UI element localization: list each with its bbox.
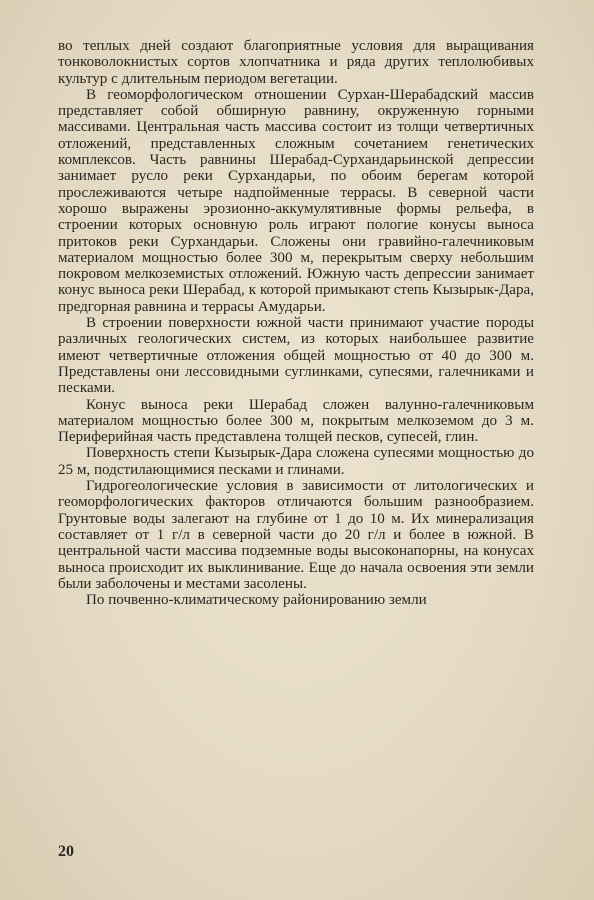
paragraph-5: Поверхность степи Кызырык-Дара сложена супесями мощностью до 25 м, подстилающимися песками и глинами. xyxy=(58,445,534,478)
paragraph-7: По почвенно-климатическому районированию земли xyxy=(86,592,427,609)
paragraph-3: В строении поверхности южной части принимают участие породы различных геологических систем, из которых наибольшее развитие имеют четвертичные отложения общей мощностью от 40 до 300 м. Представлены они лессовидными суглинками, супесями, галечниками и песками. xyxy=(58,315,534,397)
paragraph-1: во теплых дней создают благоприятные условия для выращивания тонковолокнистых сортов хлопчатника и ряда других теплолюбивых культур с длительным периодом вегетации. xyxy=(58,38,534,87)
body-text xyxy=(58,38,534,608)
paragraph-6: Гидрогеологические условия в зависимости от литологических и геоморфологических факторов отличаются большим разнообразием. Грунтовые воды залегают на глубине от 1 до 10 м. Их минерализация составляет от 1 г/л в северной части до 20 г/л и более в южной. В центральной части массива подземные воды высоконапорны, на конусах выноса происходит их выклинивание. Еще до начала освоения эти земли были заболочены и местами засолены. xyxy=(58,478,534,592)
paragraph-2: В геоморфологическом отношении Сурхан-Шерабадский массив представляет собой обширную равнину, окруженную горными массивами. Центральная часть массива состоит из толщи четвертичных отложений, представленных сложным сочетанием генетических комплексов. Часть равнины Шерабад-Сурхандарьинской депрессии занимает русло реки Сурхандарьи, по обоим берегам которой прослеживаются четыре надпойменные террасы. В северной части хорошо выражены эрозионно-аккумулятивные формы рельефа, в строении которых основную роль играют пологие конусы выноса притоков реки Сурхандарьи. Сложены они гравийно-галечниковым материалом мощностью более 300 м, перекрытым сверху небольшим покровом мелкоземистых отложений. Южную часть депрессии занимает конус выноса реки Шерабад, к которой примыкают степь Кызырык-Дара, предгорная равнина и террасы Амударьи. xyxy=(58,86,534,315)
page-number: 20 xyxy=(58,843,74,860)
paragraph-4: Конус выноса реки Шерабад сложен валунно-галечниковым материалом мощностью более 300 м, покрытым мелкоземом до 3 м. Периферийная часть представлена толщей песков, супесей, глин. xyxy=(58,396,534,446)
